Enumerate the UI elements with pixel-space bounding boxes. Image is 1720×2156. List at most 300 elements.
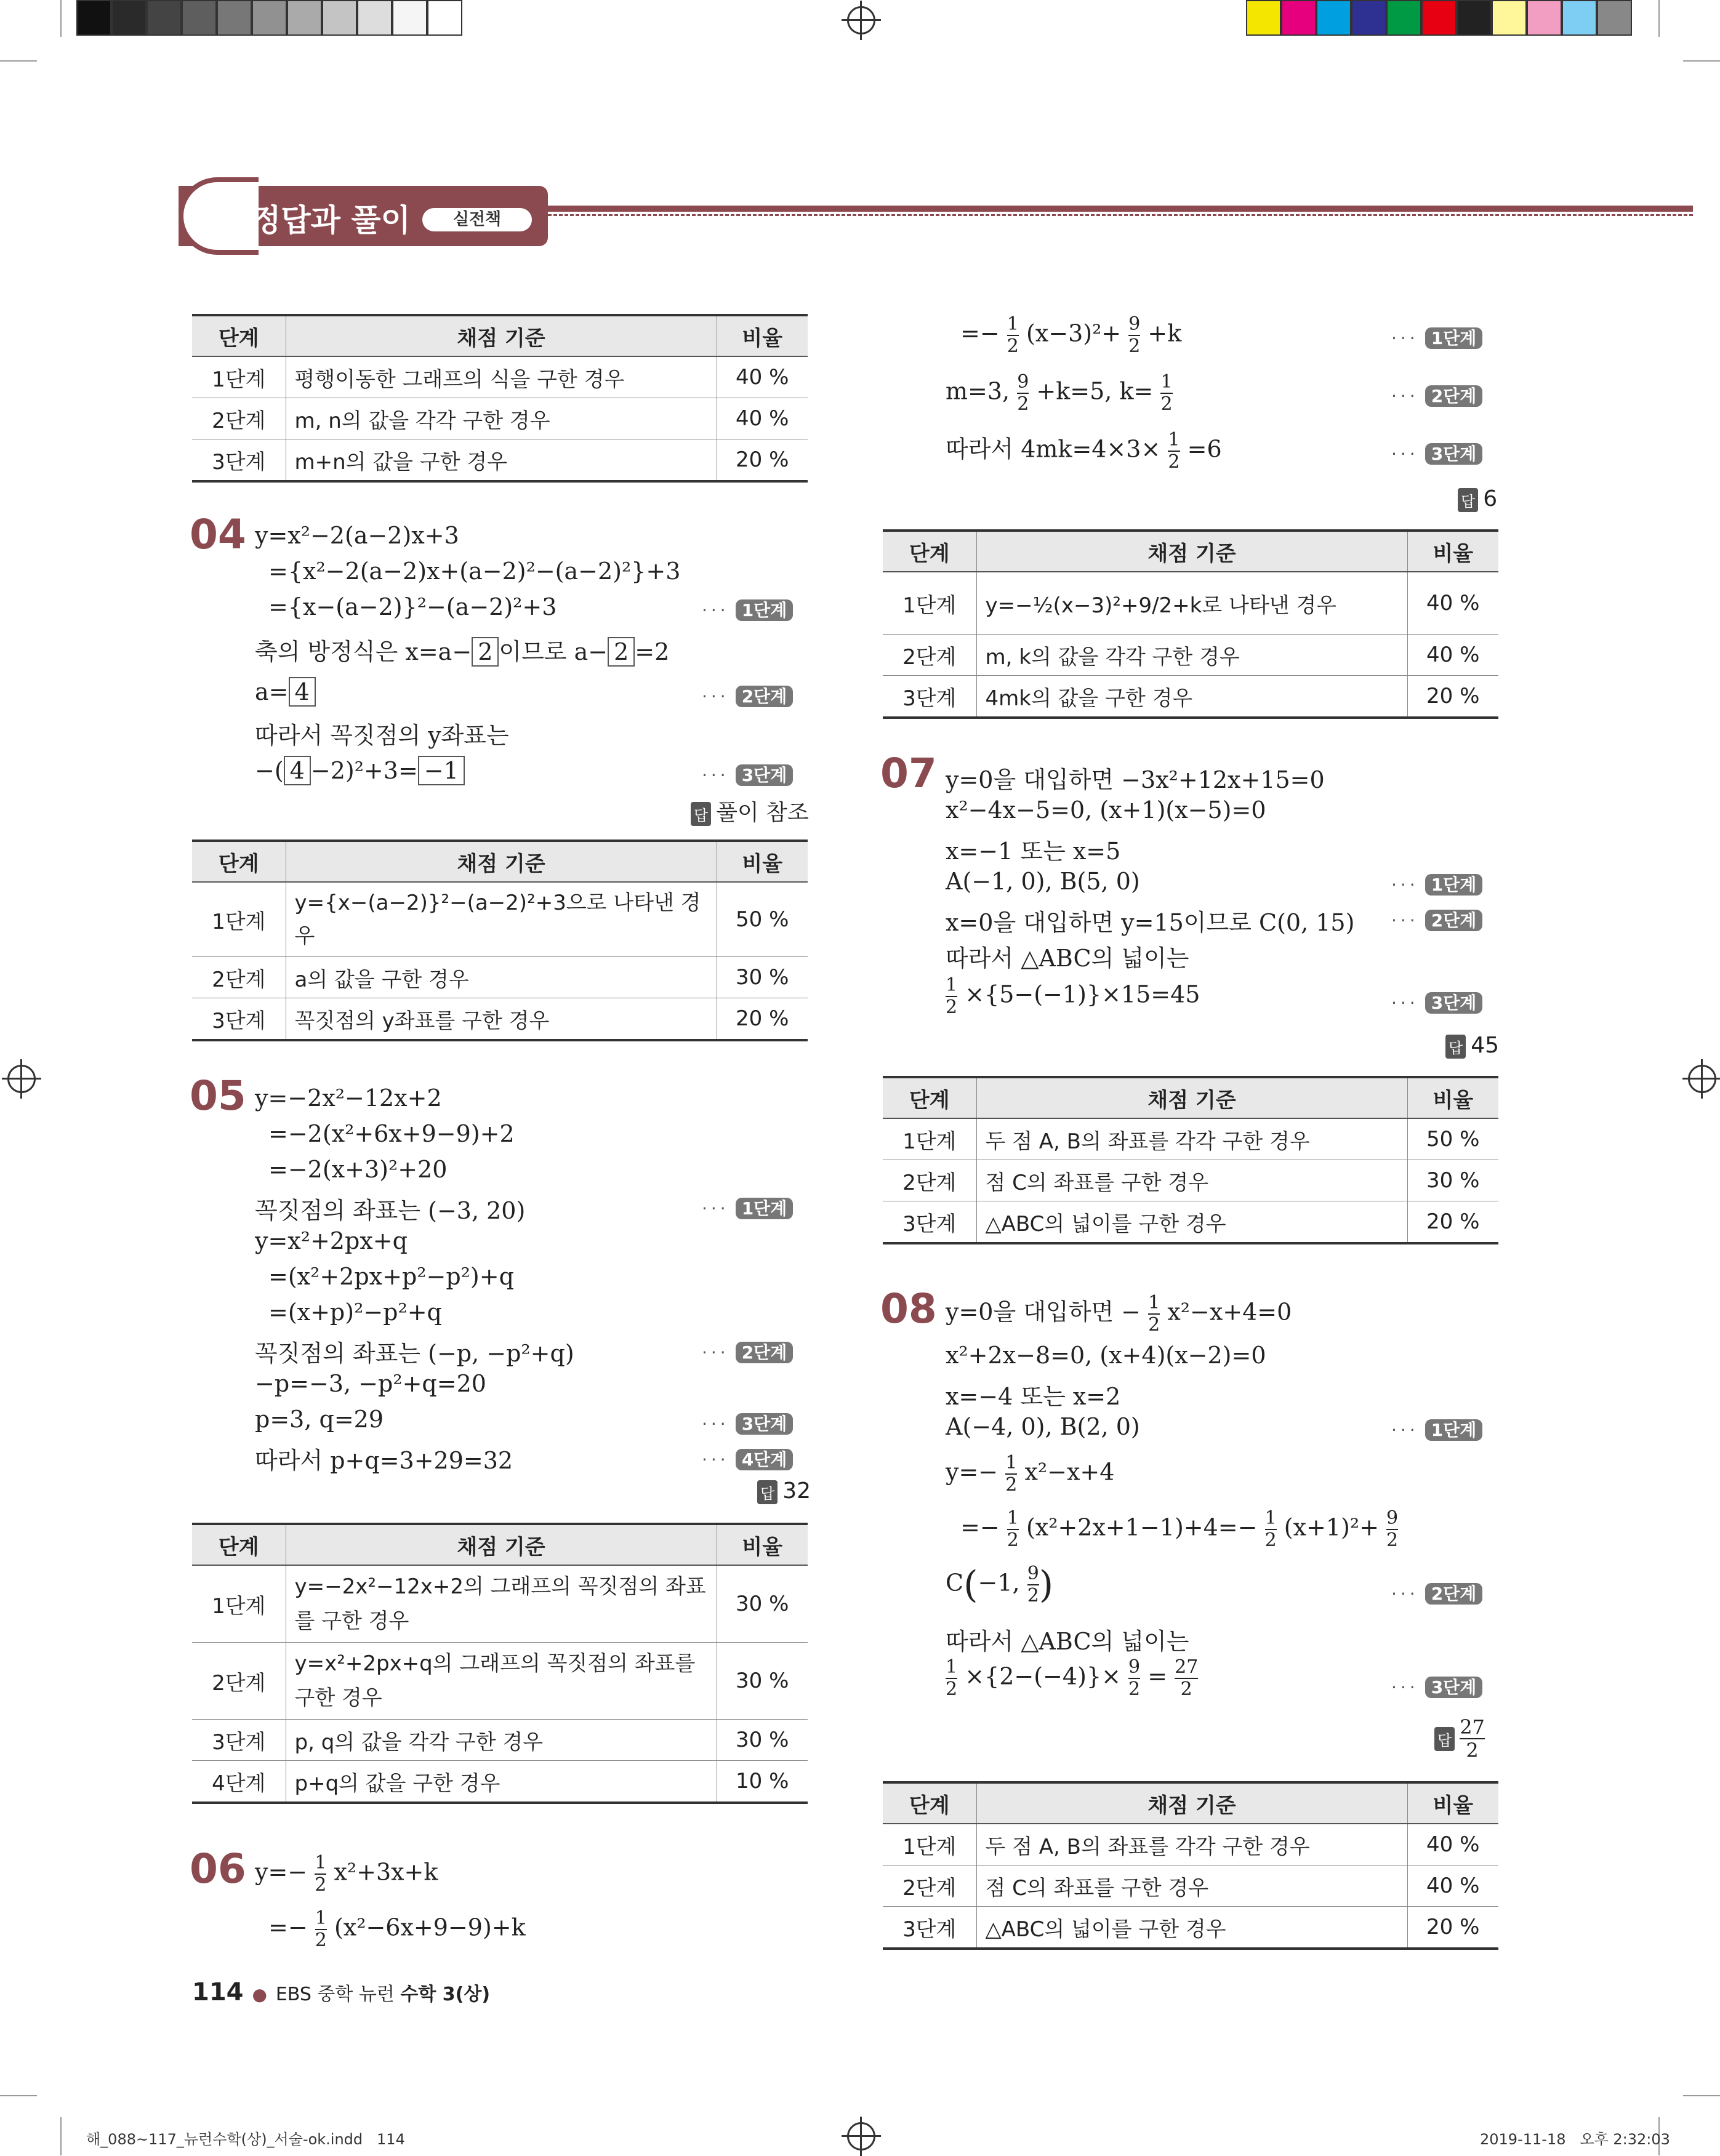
denominator: 2 — [946, 1678, 958, 1700]
blank-box: 4 — [289, 677, 316, 707]
grading-table-03 — [192, 314, 808, 483]
math-line: 따라서 꼭짓점의 y좌표는 — [255, 722, 509, 749]
text: (x+1)²+ — [1284, 1513, 1379, 1541]
math-line — [946, 372, 1173, 415]
book-subject: 수학 3(상) — [400, 1984, 491, 2005]
math-line: =(x²+2px+p²−p²)+q — [268, 1263, 514, 1290]
step-label: ··· 1단계 — [702, 597, 793, 622]
crop-mark — [1658, 0, 1660, 37]
math-line: −p=−3, −p²+q=20 — [255, 1370, 486, 1397]
math-line: y=x²+2px+q — [255, 1227, 408, 1254]
table-cell: 3단계 — [883, 1907, 976, 1949]
math-line: y=x²−2(a−2)x+3 — [255, 522, 459, 549]
table-row — [883, 1160, 1498, 1201]
fraction — [1168, 430, 1179, 473]
answer-mark-icon: 답 — [1458, 488, 1478, 512]
table-header: 단계 — [192, 315, 286, 356]
numerator: 1 — [1160, 371, 1173, 393]
gray-swatch — [357, 0, 392, 36]
color-swatch — [1246, 0, 1281, 36]
text: C — [946, 1569, 964, 1597]
table-row — [192, 356, 808, 398]
step-label: ··· 2단계 — [1391, 907, 1482, 932]
registration-mark-icon — [847, 2122, 875, 2150]
table-row — [883, 1118, 1498, 1160]
step-label: ··· 2단계 — [702, 683, 793, 708]
text: y=− — [946, 1458, 999, 1486]
header-badge: 실전책 — [422, 208, 532, 231]
table-cell: 10 % — [717, 1761, 808, 1803]
answer — [1434, 1716, 1485, 1761]
math-line: =−2(x+3)²+20 — [268, 1156, 448, 1183]
answer — [757, 1478, 811, 1504]
denominator: 2 — [1007, 1529, 1019, 1551]
table-row — [192, 957, 808, 998]
math-line: 따라서 p+q=3+29=32 — [255, 1447, 513, 1474]
numerator: 1 — [1264, 1507, 1277, 1529]
problem-number: 07 — [880, 750, 937, 797]
answer-mark-icon: 답 — [1445, 1035, 1466, 1059]
table-cell: 30 % — [717, 1643, 808, 1720]
text: (x−3)²+ — [1026, 319, 1122, 347]
math-line: x=−1 또는 x=5 — [946, 838, 1121, 865]
denominator: 2 — [1168, 451, 1180, 473]
text: x²+3x+k — [334, 1858, 438, 1886]
math-line — [946, 430, 1222, 473]
table-cell: 4mk의 값을 구한 경우 — [976, 676, 1407, 718]
table-cell: 20 % — [1407, 1201, 1498, 1244]
table-header: 비율 — [1407, 1077, 1498, 1118]
fraction — [1175, 1657, 1198, 1700]
table-cell: 40 % — [1407, 1865, 1498, 1907]
table-cell: 2단계 — [192, 398, 286, 439]
text: +k=5, k= — [1036, 377, 1154, 405]
step-label: ··· 1단계 — [1391, 872, 1482, 896]
page-footer — [192, 1978, 490, 2006]
math-line: y=0을 대입하면 −3x²+12x+15=0 — [946, 766, 1325, 793]
numerator: 1 — [946, 1656, 958, 1678]
step-pill: 2단계 — [736, 1342, 794, 1363]
text: a= — [255, 678, 289, 705]
math-line: 따라서 △ABC의 넓이는 — [946, 1628, 1189, 1655]
denominator: 2 — [1005, 1474, 1018, 1496]
math-line — [946, 1657, 1198, 1700]
table-header: 채점 기준 — [976, 531, 1407, 572]
gray-swatch — [392, 0, 427, 36]
text: y=0을 대입하면 − — [946, 1298, 1141, 1326]
numerator: 9 — [1128, 313, 1141, 335]
color-swatch — [1316, 0, 1351, 36]
table-cell: p+q의 값을 구한 경우 — [286, 1761, 717, 1803]
table-header: 채점 기준 — [976, 1782, 1407, 1824]
numerator: 1 — [315, 1852, 327, 1873]
table-cell: 3단계 — [192, 439, 286, 482]
table-cell: 30 % — [717, 1565, 808, 1643]
table-cell: 50 % — [1407, 1118, 1498, 1160]
crop-mark — [0, 2095, 37, 2096]
math-line: x²−4x−5=0, (x+1)(x−5)=0 — [946, 796, 1266, 824]
blank-box: 2 — [472, 637, 499, 667]
answer-text: 45 — [1471, 1033, 1499, 1058]
math-line: =(x+p)²−p²+q — [268, 1299, 442, 1326]
table-cell: 2단계 — [883, 1865, 976, 1907]
table-cell: y=x²+2px+q의 그래프의 꼭짓점의 좌표를 구한 경우 — [286, 1643, 717, 1720]
table-cell: 20 % — [717, 439, 808, 482]
denominator: 2 — [315, 1930, 327, 1951]
fraction — [946, 1657, 957, 1700]
table-cell: 3단계 — [883, 676, 976, 718]
answer-text: 풀이 참조 — [716, 800, 809, 825]
step-label: ··· 2단계 — [1391, 1581, 1482, 1605]
table-cell: 1단계 — [192, 356, 286, 398]
answer — [1458, 486, 1497, 512]
table-cell: 40 % — [717, 356, 808, 398]
gray-swatch — [147, 0, 182, 36]
table-cell: 1단계 — [883, 1824, 976, 1865]
text: (x²−6x+9−9)+k — [334, 1914, 526, 1941]
step-pill: 1단계 — [1425, 1419, 1483, 1441]
fraction — [315, 1853, 326, 1896]
math-line: x²+2x−8=0, (x+4)(x−2)=0 — [946, 1342, 1266, 1369]
table-row — [883, 1907, 1498, 1949]
color-swatch — [1492, 0, 1527, 36]
answer — [1445, 1033, 1499, 1059]
math-line: C(−1, $\frac{9}{2}$ ) — [946, 1563, 1054, 1606]
denominator: 2 — [946, 996, 958, 1018]
table-header: 채점 기준 — [976, 1077, 1407, 1118]
table-cell: 2단계 — [192, 1643, 286, 1720]
text: =6 — [1187, 435, 1222, 463]
table-header: 비율 — [1407, 531, 1498, 572]
math-line — [946, 975, 1200, 1018]
table-cell: 1단계 — [883, 1118, 976, 1160]
bullet-icon: ● — [252, 1984, 267, 2005]
table-row — [883, 572, 1498, 635]
step-pill: 4단계 — [736, 1449, 794, 1470]
step-pill: 3단계 — [1425, 1677, 1483, 1698]
table-cell: 1단계 — [192, 882, 286, 957]
table-cell: 두 점 A, B의 좌표를 각각 구한 경우 — [976, 1118, 1407, 1160]
problem-number: 04 — [190, 511, 246, 558]
crop-mark — [1683, 60, 1720, 62]
fraction — [1007, 1508, 1019, 1551]
step-pill: 3단계 — [1425, 992, 1483, 1014]
math-line: x=0을 대입하면 y=15이므로 C(0, 15) — [946, 909, 1355, 936]
numerator: 1 — [315, 1907, 327, 1929]
text: −1, — [978, 1569, 1020, 1597]
answer — [691, 795, 809, 827]
blank-box: 2 — [608, 637, 635, 667]
math-line — [255, 757, 465, 784]
table-cell: 20 % — [717, 998, 808, 1041]
blank-box: 4 — [284, 756, 311, 785]
step-label: ··· 3단계 — [1391, 990, 1482, 1014]
table-cell: m+n의 값을 구한 경우 — [286, 439, 717, 482]
table-header: 비율 — [717, 1524, 808, 1565]
math-line: x=−4 또는 x=2 — [946, 1383, 1121, 1410]
grading-table-04 — [192, 840, 808, 1041]
table-cell: a의 값을 구한 경우 — [286, 957, 717, 998]
gray-swatch — [217, 0, 252, 36]
table-cell: m, n의 값을 각각 구한 경우 — [286, 398, 717, 439]
denominator: 2 — [1264, 1529, 1277, 1551]
numerator: 9 — [1017, 371, 1029, 393]
table-cell: 두 점 A, B의 좌표를 각각 구한 경우 — [976, 1824, 1407, 1865]
step-pill: 1단계 — [736, 1198, 794, 1219]
gray-swatch — [252, 0, 287, 36]
table-cell: 2단계 — [192, 957, 286, 998]
table-cell: 1단계 — [192, 1565, 286, 1643]
table-header: 단계 — [883, 1077, 976, 1118]
text: 축의 방정식은 x=a− — [255, 638, 472, 665]
math-line: A(−4, 0), B(2, 0) — [946, 1413, 1140, 1440]
page-title: 정답과 풀이 — [251, 202, 411, 238]
step-pill: 1단계 — [736, 599, 794, 621]
table-cell: 점 C의 좌표를 구한 경우 — [976, 1160, 1407, 1201]
crop-mark — [0, 60, 37, 62]
table-row — [192, 1720, 808, 1761]
table-cell: 평행이동한 그래프의 식을 구한 경우 — [286, 356, 717, 398]
math-line: 꼭짓점의 좌표는 (−3, 20) — [255, 1197, 526, 1224]
text: 이므로 a− — [499, 638, 608, 665]
step-label: ··· 1단계 — [1391, 1417, 1482, 1441]
math-line — [255, 1853, 438, 1896]
fraction — [1027, 1563, 1039, 1606]
step-pill: 2단계 — [1425, 1583, 1483, 1605]
step-label: ··· 3단계 — [1391, 441, 1482, 465]
table-cell: y=−2x²−12x+2의 그래프의 꼭짓점의 좌표를 구한 경우 — [286, 1565, 717, 1643]
problem-number: 06 — [190, 1845, 246, 1893]
fraction — [1386, 1508, 1398, 1551]
math-line — [960, 314, 1181, 357]
fraction — [1265, 1508, 1277, 1551]
numerator: 9 — [1128, 1656, 1141, 1678]
gray-swatch — [322, 0, 357, 36]
registration-mark-icon — [7, 1065, 36, 1093]
denominator: 2 — [1466, 1739, 1479, 1762]
slug-date: 2019-11-18 오후 2:32:03 — [1480, 2131, 1670, 2148]
table-row — [883, 1201, 1498, 1244]
table-cell: 30 % — [717, 957, 808, 998]
step-pill: 3단계 — [736, 764, 794, 786]
math-line — [255, 633, 669, 667]
numerator: 1 — [1168, 429, 1180, 451]
color-swatch — [1527, 0, 1562, 36]
table-cell: 꼭짓점의 y좌표를 구한 경우 — [286, 998, 717, 1041]
fraction — [1007, 314, 1019, 357]
text: =− — [960, 1513, 1000, 1541]
numerator: 1 — [946, 974, 958, 996]
book-title: EBS 중학 뉴런 — [275, 1984, 401, 2005]
math-line — [946, 1453, 1114, 1496]
fraction — [1148, 1292, 1160, 1336]
table-cell: △ABC의 넓이를 구한 경우 — [976, 1201, 1407, 1244]
table-cell: 점 C의 좌표를 구한 경우 — [976, 1865, 1407, 1907]
table-cell: p, q의 값을 각각 구한 경우 — [286, 1720, 717, 1761]
text: −2)²+3= — [310, 757, 418, 784]
table-cell: 40 % — [1407, 572, 1498, 635]
math-line: A(−1, 0), B(5, 0) — [946, 868, 1140, 895]
fraction — [1128, 314, 1140, 357]
crop-mark — [1683, 2095, 1720, 2096]
table-cell: 3단계 — [883, 1201, 976, 1244]
table-cell: 30 % — [717, 1720, 808, 1761]
numerator: 1 — [1007, 313, 1019, 335]
answer-mark-icon: 답 — [757, 1480, 778, 1504]
table-cell: 20 % — [1407, 676, 1498, 718]
step-pill: 2단계 — [1425, 910, 1483, 931]
numerator: 1 — [1005, 1452, 1018, 1473]
grading-table-07 — [883, 1076, 1498, 1244]
table-header: 비율 — [1407, 1782, 1498, 1824]
table-cell: y=−½(x−3)²+9/2+k로 나타낸 경우 — [976, 572, 1407, 635]
color-swatch — [1386, 0, 1421, 36]
table-cell: 1단계 — [883, 572, 976, 635]
table-header: 비율 — [717, 841, 808, 882]
color-swatch — [1351, 0, 1386, 36]
step-pill: 2단계 — [736, 686, 794, 707]
problem-number: 08 — [880, 1285, 937, 1332]
step-label: ··· 3단계 — [702, 1411, 793, 1435]
step-label: ··· 3단계 — [702, 762, 793, 787]
table-row — [192, 882, 808, 957]
math-line: =−2(x²+6x+9−9)+2 — [268, 1120, 515, 1147]
math-line — [960, 1508, 1398, 1551]
fraction — [1128, 1657, 1140, 1700]
text: y=− — [255, 1858, 308, 1886]
denominator: 2 — [1007, 335, 1019, 357]
table-cell: 40 % — [1407, 1824, 1498, 1865]
blank-box: −1 — [418, 756, 465, 785]
denominator: 2 — [1128, 1678, 1141, 1700]
fraction — [1160, 372, 1172, 415]
text: =− — [268, 1914, 308, 1941]
table-cell: 50 % — [717, 882, 808, 957]
table-row — [192, 398, 808, 439]
numerator: 27 — [1175, 1656, 1199, 1678]
answer-text: 6 — [1483, 486, 1498, 511]
page-number: 114 — [192, 1978, 244, 2006]
math-line — [268, 1908, 526, 1951]
numerator: 27 — [1460, 1715, 1485, 1739]
math-line: ={x²−2(a−2)x+(a−2)²−(a−2)²}+3 — [268, 558, 681, 585]
table-cell: 4단계 — [192, 1761, 286, 1803]
text: m=3, — [946, 377, 1010, 405]
text: x²−x+4 — [1024, 1458, 1115, 1486]
table-row — [192, 1643, 808, 1720]
text: +k — [1147, 319, 1182, 347]
denominator: 2 — [315, 1874, 327, 1896]
gray-swatch — [182, 0, 217, 36]
crop-mark — [60, 0, 62, 37]
table-cell: △ABC의 넓이를 구한 경우 — [976, 1907, 1407, 1949]
math-line: 따라서 △ABC의 넓이는 — [946, 945, 1189, 972]
text: =2 — [635, 638, 670, 665]
crop-mark — [60, 2117, 62, 2155]
numerator: 1 — [1007, 1507, 1019, 1529]
table-row — [192, 1565, 808, 1643]
step-pill: 2단계 — [1425, 385, 1483, 407]
step-label: ··· 1단계 — [702, 1195, 793, 1220]
step-label: ··· 2단계 — [1391, 383, 1482, 407]
color-swatch — [1281, 0, 1316, 36]
color-swatch — [1457, 0, 1492, 36]
color-swatch — [1421, 0, 1457, 36]
fraction — [946, 975, 957, 1018]
denominator: 2 — [1027, 1585, 1039, 1606]
table-cell: 40 % — [1407, 635, 1498, 676]
text: ×{5−(−1)}×15=45 — [965, 980, 1200, 1008]
step-pill: 1단계 — [1425, 327, 1483, 349]
step-pill: 3단계 — [1425, 443, 1483, 465]
header-dashed-rule — [548, 214, 1693, 216]
math-line — [946, 1292, 1292, 1336]
table-cell: 2단계 — [883, 635, 976, 676]
math-line — [255, 678, 316, 705]
table-cell: y={x−(a−2)}²−(a−2)²+3으로 나타낸 경우 — [286, 882, 717, 957]
fraction — [1017, 372, 1029, 415]
answer-mark-icon: 답 — [1434, 1727, 1455, 1751]
grading-table-05 — [192, 1523, 808, 1804]
numerator: 1 — [1148, 1292, 1160, 1313]
table-header: 단계 — [192, 841, 286, 882]
text: = — [1147, 1662, 1168, 1690]
answer-mark-icon: 답 — [691, 802, 711, 826]
table-header: 채점 기준 — [286, 315, 717, 356]
step-label: ··· 3단계 — [1391, 1674, 1482, 1699]
table-cell: 40 % — [717, 398, 808, 439]
table-cell: m, k의 값을 각각 구한 경우 — [976, 635, 1407, 676]
text: (x²+2x+1−1)+4=− — [1026, 1513, 1258, 1541]
math-line: ={x−(a−2)}²−(a−2)²+3 — [268, 593, 557, 620]
answer-text: 32 — [782, 1478, 811, 1504]
step-label: ··· 4단계 — [702, 1446, 793, 1471]
fraction — [1005, 1453, 1017, 1496]
denominator: 2 — [1160, 393, 1173, 415]
table-header: 채점 기준 — [286, 1524, 717, 1565]
gray-swatch — [76, 0, 111, 36]
fraction — [315, 1908, 327, 1951]
table-row — [883, 635, 1498, 676]
slug-file: 해_088~117_뉴런수학(상)_서술-ok.indd 114 — [86, 2131, 405, 2148]
color-swatch — [1597, 0, 1632, 36]
registration-mark-icon — [1688, 1065, 1716, 1093]
table-header: 단계 — [192, 1524, 286, 1565]
numerator: 9 — [1027, 1563, 1039, 1584]
header-arc — [179, 177, 259, 255]
table-cell: 3단계 — [192, 998, 286, 1041]
numerator: 9 — [1386, 1507, 1399, 1529]
table-header: 채점 기준 — [286, 841, 717, 882]
table-cell: 20 % — [1407, 1907, 1498, 1949]
step-label: ··· 2단계 — [702, 1339, 793, 1364]
text: −( — [255, 757, 284, 784]
table-row — [883, 1824, 1498, 1865]
gray-swatch — [427, 0, 462, 36]
denominator: 2 — [1180, 1678, 1192, 1700]
denominator: 2 — [1128, 335, 1141, 357]
text: ×{2−(−4)}× — [965, 1662, 1121, 1690]
table-row — [883, 676, 1498, 718]
problem-number: 05 — [190, 1072, 246, 1120]
math-line: y=−2x²−12x+2 — [255, 1084, 442, 1112]
gray-swatch — [111, 0, 147, 36]
step-pill: 3단계 — [736, 1413, 794, 1435]
registration-mark-icon — [847, 6, 875, 34]
grading-table-06 — [883, 529, 1498, 719]
denominator: 2 — [1148, 1314, 1160, 1336]
table-header: 단계 — [883, 1782, 976, 1824]
